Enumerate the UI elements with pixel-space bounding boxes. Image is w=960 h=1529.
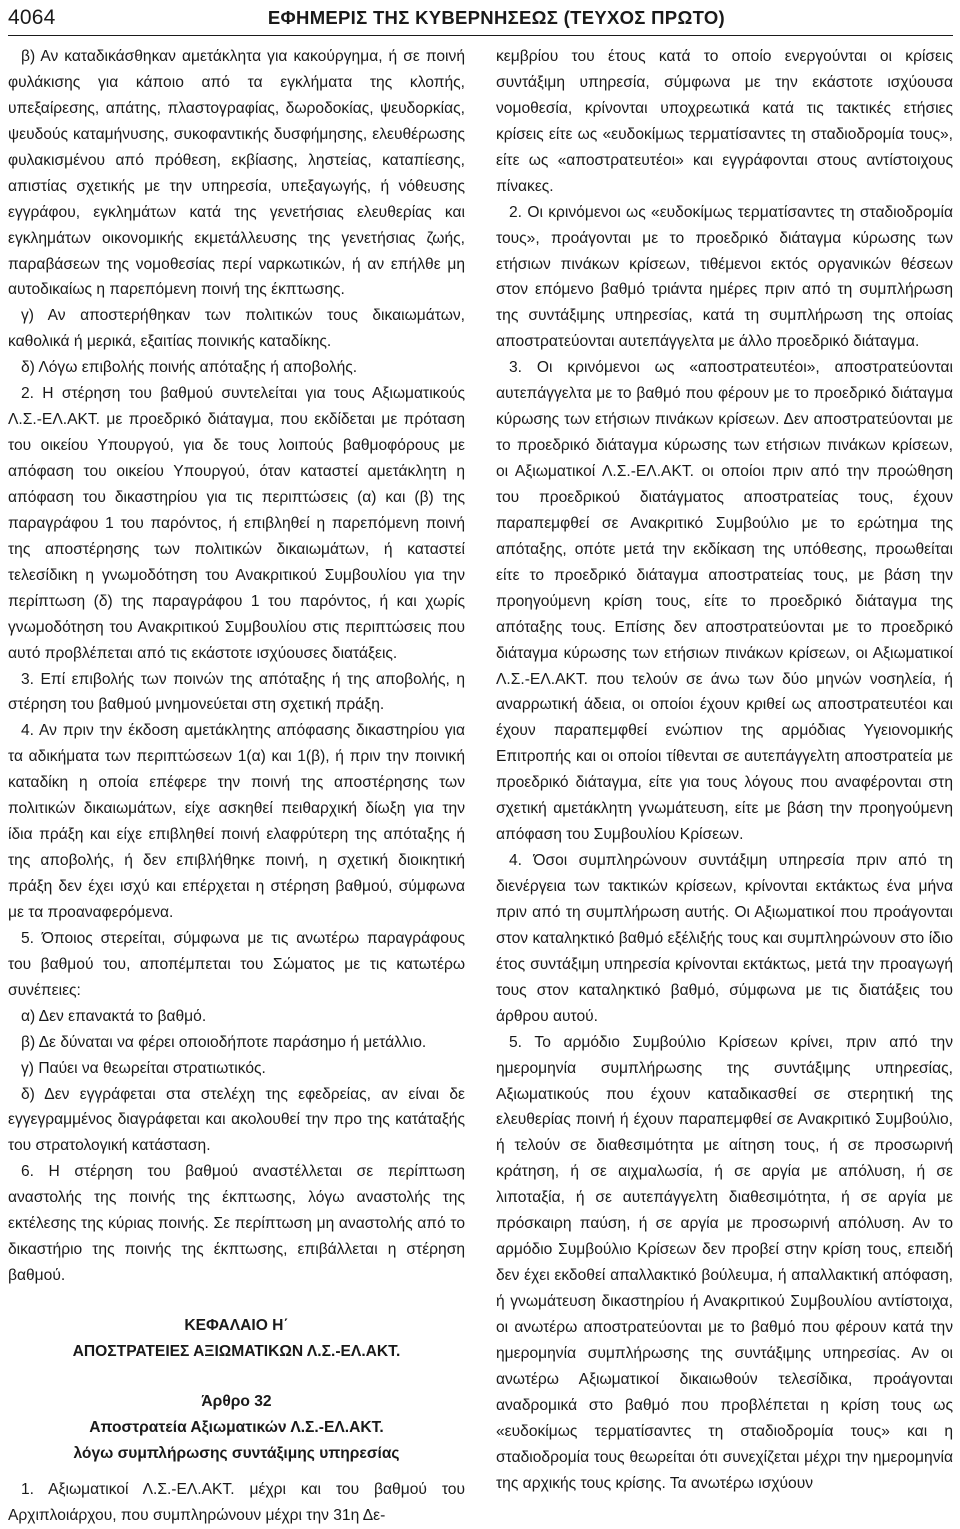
paragraph: 1. Αξιωματικοί Λ.Σ.-ΕΛ.ΑΚΤ. μέχρι και του βαθμού του Αρχιπλοιάρχου, που συμπληρώνουν μέχρι την 31η Δε- [8,1480,465,1524]
paragraph: γ) Αν αποστερήθηκαν των πολιτικών τους δικαιωμάτων, καθολικά ή μερικά, εξαιτίας ποινικής καταδίκης. [8,307,465,351]
heading-spacer [8,1467,465,1477]
paragraph: 2. Η στέρηση του βαθμού συντελείται για τους Αξιωματικούς Λ.Σ.-ΕΛ.ΑΚΤ. με προεδρικό διάταγμα, που εκδίδεται με πρόταση του οικείου Υπουργού, για δε τους λοιπούς βαθμοφόρους με απόφαση του οικείου Υπουργού, όταν καταστεί αμετάκλητη η απόφαση του δικαστηρίου για τις περιπτώσεις (α) και (β) της παραγράφου 1 του παρόντος, ή επιβληθεί η παρεπόμενη ποινή της αποστέρησης των πολιτικών δικαιωμάτων, ή καταστεί τελεσίδικη η γνωμοδότηση του Ανακριτικού Συμβουλίου για την περίπτωση (δ) της παραγράφου 1 του παρόντος, ή και χωρίς γνωμοδότηση του Ανακριτικού Συμβουλίου στις περιπτώσεις που αυτό προβλέπεται από τις εκάστοτε ισχύουσες διατάξεις. [8,385,465,662]
paragraph: δ) Δεν εγγράφεται στα στελέχη της εφεδρείας, αν είναι δε εγγεγραμμένος διαγράφεται και ακολουθεί την προ της κατάταξής του στρατολογική κατάσταση. [8,1085,465,1155]
paragraph: 4. Αν πριν την έκδοση αμετάκλητης απόφασης δικαστηρίου για τα αδικήματα των περιπτώσεων 1(α) και 1(β), ή πριν την ποινική καταδίκη η οποία επέφερε την ποινή της αποστέρησης των πολιτικών δικαιωμάτων, είχε ασκηθεί πειθαρχική δίωξη για την ίδια πράξη και είχε επιβληθεί ποινή ελαφρύτερη της απόταξης ή της αποβολής, ή δεν επιβλήθηκε ποινή, η σχετική διοικητική πράξη δεν έχει ισχύ και επέρχεται η στέρηση βαθμού, σύμφωνα με τα προαναφερόμενα. [8,722,465,921]
paragraph: κεμβρίου του έτους κατά το οποίο ενεργούνται οι κρίσεις συντάξιμη υπηρεσία, σύμφωνα με την εκάστοτε ισχύουσα νομοθεσία, κρίνονται υποχρεωτικά κατά τις τακτικές ετήσιες κρίσεις είτε ως «ευδοκίμως τερματίσαντες τη σταδιοδρομία τους», είτε ως «αποστρατευτέοι» και εγγράφονται στους αντίστοιχους πίνακες. [496,48,953,195]
paragraph: 5. Το αρμόδιο Συμβούλιο Κρίσεων κρίνει, πριν από την ημερομηνία συμπλήρωσης της συντάξιμης υπηρεσίας, Αξιωματικούς που έχουν καταδικασθεί σε στερητική της ελευθερίας ποινή ή έχουν παραπεμφθεί σε Ανακριτικό Συμβούλιο, ή τελούν σε διαθεσιμότητα με αίτηση τους, ή σε προσωρινή κράτηση, ή σε αιχμαλωσία, ή σε αργία με απόλυση, ή σε λιποταξία, ή σε αυτεπάγγελτη διαθεσιμότητα, ή σε αργία με πρόσκαιρη παύση, ή σε αργία με προσωρινή απόλυση. Αν το αρμόδιο Συμβούλιο Κρίσεων δεν προβεί στην κρίση τους, επειδή δεν έχει εκδοθεί απαλλακτικό βούλευμα, ή απαλλακτική απόφαση, ή γνωμάτευση δικαστηρίου ή Ανακριτικού Συμβουλίου αντίστοιχα, οι ανωτέρω αποστρατεύονται με το βαθμό που φέρουν κατά την ημερομηνία συμπλήρωσης της συντάξιμης υπηρεσίας. Αν οι ανωτέρω Αξιωματικοί δικαιωθούν τελεσίδικα, προάγονται αναδρομικά στο βαθμό που προβλέπεται η κρίση τους ως «ευδοκίμως τερματίσαντες τη σταδιοδρομία τους» και η σταδιοδρομία τους θεωρείται ότι συνεχίζεται μέχρι την ημερομηνία της αρχικής τους κρίσης. Τα ανωτέρω ισχύουν [496,1033,953,1492]
header-rule [8,35,953,36]
paragraph: 4. Όσοι συμπληρώνουν συντάξιμη υπηρεσία πριν από τη διενέργεια των τακτικών κρίσεων, κρίνονται εκτάκτως ένα μήνα πριν από τη συμπλήρωση αυτής. Οι Αξιωματικοί που προάγονται στον καταληκτικό βαθμό εξέλιξής τους και συμπληρώνουν στο ίδιο έτος συντάξιμη υπηρεσία κρίνονται εκτάκτως, μετά την προαγωγή τους στον καταληκτικό βαθμό, σύμφωνα με τις διατάξεις του άρθρου αυτού. [496,852,953,1025]
article-subtitle: λόγω συμπλήρωσης συντάξιμης υπηρεσίας [73,1444,400,1462]
paragraph: β) Δε δύναται να φέρει οποιοδήποτε παράσημο ή μετάλλιο. [21,1033,427,1051]
paragraph: α) Δεν επανακτά το βαθμό. [21,1007,207,1025]
paragraph: 5. Όποιος στερείται, σύμφωνα με τις ανωτέρω παραγράφους του βαθμού του, αποπέμπεται του Σώματος με τις κατωτέρω συνέπειες: [8,929,465,999]
chapter-label: ΚΕΦΑΛΑΙΟ Η΄ [184,1317,289,1334]
chapter-heading [8,1313,465,1365]
text-columns [8,44,953,1529]
paragraph: β) Αν καταδικάσθηκαν αμετάκλητα για κακούργημα, ή σε ποινή φυλάκισης για κάποιο από τα εγκλήματα της κλοπής, υπεξαίρεσης, απάτης, πλαστογραφίας, δωροδοκίας, ψευδορκίας, ψευδούς καταμήνυσης, συκοφαντικής δυσφήμησης, ελευθέρωσης φυλακισμένου από πρόθεση, εκβίασης, ληστείας, καταπίεσης, απιστίας σχετικής με την υπηρεσία, υπεξαγωγής, ή νόθευσης εγγράφου, εγκλημάτων κατά της γενετήσιας ελευθερίας και εγκλημάτων οικονομικής εκμετάλλευσης της γενετήσιας ζωής, παραβάσεων της νομοθεσίας περί ναρκωτικών, ή αν επήλθε μη αυτοδικαίως η παρεπόμενη ποινή της έκπτωσης. [8,48,465,299]
article-title: Αποστρατεία Αξιωματικών Λ.Σ.-ΕΛ.ΑΚΤ. [89,1418,384,1436]
paragraph: 3. Οι κρινόμενοι ως «αποστρατευτέοι», αποστρατεύονται αυτεπάγγελτα με το βαθμό που φέρουν με το προεδρικό διάταγμα κύρωσης των ετήσιων πινάκων κρίσεων. Δεν αποστρατεύονται με το προεδρικό διάταγμα κύρωσης των ετήσιων πινάκων κρίσεων, οι Αξιωματικοί Λ.Σ.-ΕΛ.ΑΚΤ. οι οποίοι πριν από την προώθηση του προεδρικού διατάγματος αποστρατείας τους, έχουν παραπεμφθεί σε Ανακριτικό Συμβούλιο με το ερώτημα της απόταξης, οπότε μετά την εκδίκαση της υπόθεσης, προωθείται είτε το προεδρικό διάταγμα αποστρατείας τους, με βάση την προηγούμενη κρίση τους, είτε το προεδρικό διάταγμα της απόταξης τους. Επίσης δεν αποστρατεύονται με το προεδρικό διάταγμα κύρωσης των ετήσιων πινάκων κρίσεων, οι Αξιωματικοί Λ.Σ.-ΕΛ.ΑΚΤ. που τελούν σε άνω των δύο μηνών νοσηλεία, ή αναρρωτική άδεια, οι οποίοι έχουν κριθεί ως αποστρατευτέοι και έχουν παραπεμφθεί ενώπιον της αρμόδιας Υγειονομικής Επιτροπής και οι οποίοι τίθενται σε αυτεπάγγελτη αποστρατεία με προεδρικό διάταγμα, είτε για τους λόγους που αναφέρονται στη σχετική αμετάκλητη γνωμάτευση, είτε με βάση την προηγούμενη απόφαση του Συμβουλίου Κρίσεων. [496,359,953,844]
paragraph: γ) Παύει να θεωρείται στρατιωτικός. [21,1059,266,1077]
paragraph: 3. Επί επιβολής των ποινών της απόταξης ή της αποβολής, η στέρηση του βαθμού μνημονεύεται στη σχετική πράξη. [8,670,465,714]
paragraph: δ) Λόγω επιβολής ποινής απόταξης ή αποβολής. [21,359,358,377]
page-number: 4064 [8,5,56,29]
chapter-title: ΑΠΟΣΤΡΑΤΕΙΕΣ ΑΞΙΩΜΑΤΙΚΩΝ Λ.Σ.-ΕΛ.ΑΚΤ. [72,1342,401,1360]
article-heading [8,1389,465,1467]
right-column [496,44,953,1529]
page-header [8,0,953,33]
paragraph: 6. Η στέρηση του βαθμού αναστέλλεται σε περίπτωση αναστολής της ποινής της έκπτωσης, λόγω αναστολής της εκτέλεσης της κύριας ποινής. Σε περίπτωση μη αναστολής από το δικαστήριο της ποινής της έκπτωσης, επιβάλλεται η στέρηση βαθμού. [8,1163,465,1285]
running-head: ΕΦΗΜΕΡΙΣ ΤΗΣ ΚΥΒΕΡΝΗΣΕΩΣ (ΤΕΥΧΟΣ ΠΡΩΤΟ) [267,6,725,28]
article-label: Άρθρο 32 [201,1392,272,1410]
left-column [8,44,465,1529]
paragraph: 2. Οι κρινόμενοι ως «ευδοκίμως τερματίσαντες τη σταδιοδρομία τους», προάγονται με το προεδρικό διάταγμα κύρωσης των ετήσιων πινάκων κρίσεων, τιθέμενοι εκτός οργανικών θέσεων στον επόμενο βαθμό τριάντα ημέρες πριν από τη συμπλήρωση της συντάξιμης υπηρεσίας, κατά τη συμπλήρωση της οποίας αποστρατεύονται αυτεπάγγελτα με άλλο προεδρικό διάταγμα. [496,203,953,351]
